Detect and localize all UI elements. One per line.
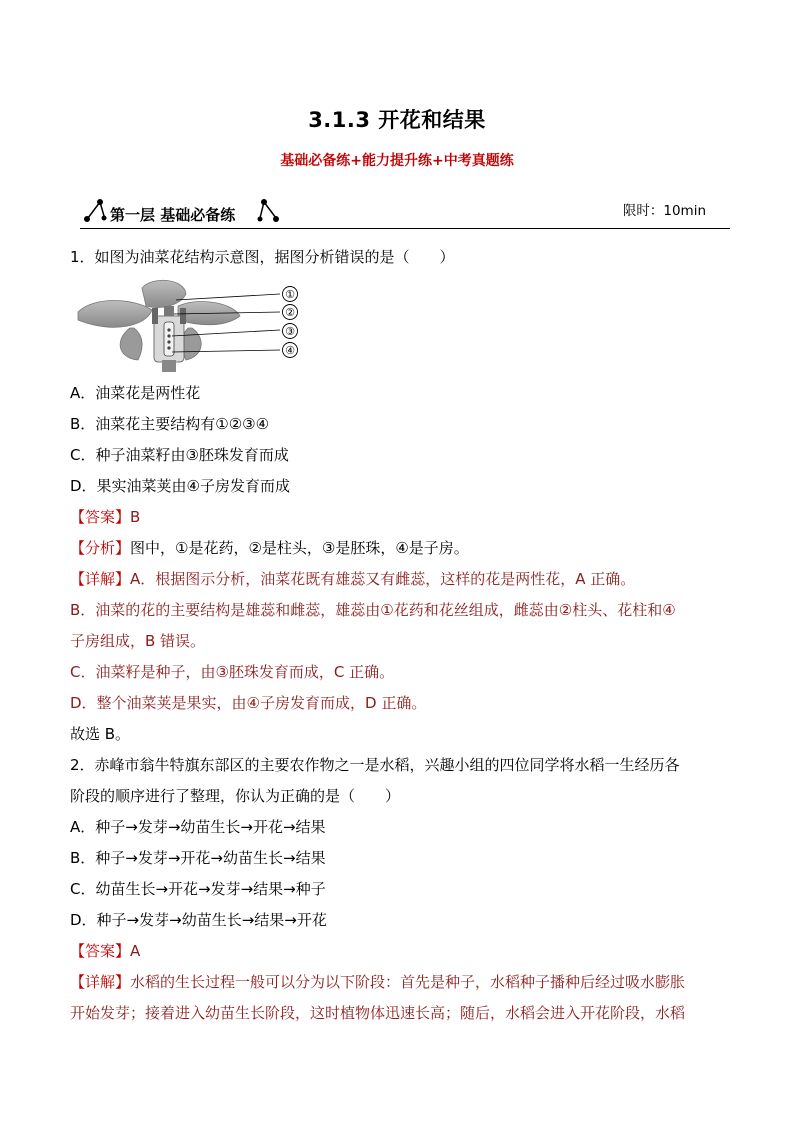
q2-option-b: B．种子→发芽→开花→幼苗生长→结果 [70, 849, 326, 867]
label-1: ① [285, 288, 295, 301]
detail-label: 【详解】 [70, 570, 131, 588]
q1-option-c: C．种子油菜籽由③胚珠发育而成 [70, 446, 289, 464]
label-4: ④ [285, 344, 295, 357]
rapeseed-flower-diagram [74, 276, 304, 372]
answer-label: 【答案】 [70, 508, 131, 526]
q2-option-d: D．种子→发芽→幼苗生长→结果→开花 [70, 911, 327, 929]
q2-detail-2: 开始发芽；接着进入幼苗生长阶段，这时植物体迅速长高；随后，水稻会进入开花阶段，水稻 [70, 1004, 686, 1022]
q1-conclusion: 故选 B。 [70, 725, 131, 743]
label-2: ② [285, 306, 295, 319]
q1-option-a: A．油菜花是两性花 [70, 384, 201, 402]
q1-answer [70, 506, 140, 527]
page-subtitle: 基础必备练+能力提升练+中考真题练 [280, 153, 514, 169]
q1-detail-3: 子房组成，B 错误。 [70, 632, 206, 650]
q2-option-c: C．幼苗生长→开花→发芽→结果→种子 [70, 880, 326, 898]
q2-answer [70, 940, 140, 961]
q1-detail-4: C．油菜籽是种子，由③胚珠发育而成，C 正确。 [70, 663, 395, 681]
decoration-left-icon [82, 198, 108, 224]
q1-detail-5: D．整个油菜荚是果实，由④子房发育而成，D 正确。 [70, 694, 427, 712]
answer-value: B [130, 508, 141, 526]
detail-text: A．根据图示分析，油菜花既有雄蕊又有雌蕊，这样的花是两性花，A 正确。 [130, 570, 636, 588]
section-title: 第一层 基础必备练 [110, 206, 236, 224]
q2-detail-1 [70, 971, 685, 992]
q1-stem: 1．如图为油菜花结构示意图，据图分析错误的是（ ） [70, 248, 455, 266]
label-3: ③ [285, 325, 295, 338]
detail-text: 水稻的生长过程一般可以分为以下阶段：首先是种子，水稻种子播种后经过吸水膨胀 [130, 973, 686, 991]
q1-analysis [70, 537, 469, 558]
analysis-text: 图中，①是花药，②是柱头，③是胚珠，④是子房。 [130, 539, 469, 557]
answer-label: 【答案】 [70, 942, 131, 960]
q1-detail-2: B．油菜的花的主要结构是雄蕊和雌蕊，雄蕊由①花药和花丝组成，雌蕊由②柱头、花柱和④ [70, 601, 676, 619]
time-limit: 限时：10min [622, 203, 706, 219]
answer-value: A [130, 942, 141, 960]
q2-stem-1: 2．赤峰市翁牛特旗东部区的主要农作物之一是水稻，兴趣小组的四位同学将水稻一生经历各 [70, 756, 680, 774]
q1-option-b: B．油菜花主要结构有①②③④ [70, 415, 270, 433]
q1-detail-1 [70, 568, 635, 589]
section-header [80, 196, 730, 229]
q2-option-a: A．种子→发芽→幼苗生长→开花→结果 [70, 818, 326, 836]
detail-label: 【详解】 [70, 973, 131, 991]
analysis-label: 【分析】 [70, 539, 131, 557]
page-title: 3.1.3 开花和结果 [308, 108, 486, 132]
q2-stem-2: 阶段的顺序进行了整理，你认为正确的是（ ） [70, 787, 401, 805]
decoration-right-icon [256, 198, 282, 224]
q1-option-d: D．果实油菜荚由④子房发育而成 [70, 477, 290, 495]
